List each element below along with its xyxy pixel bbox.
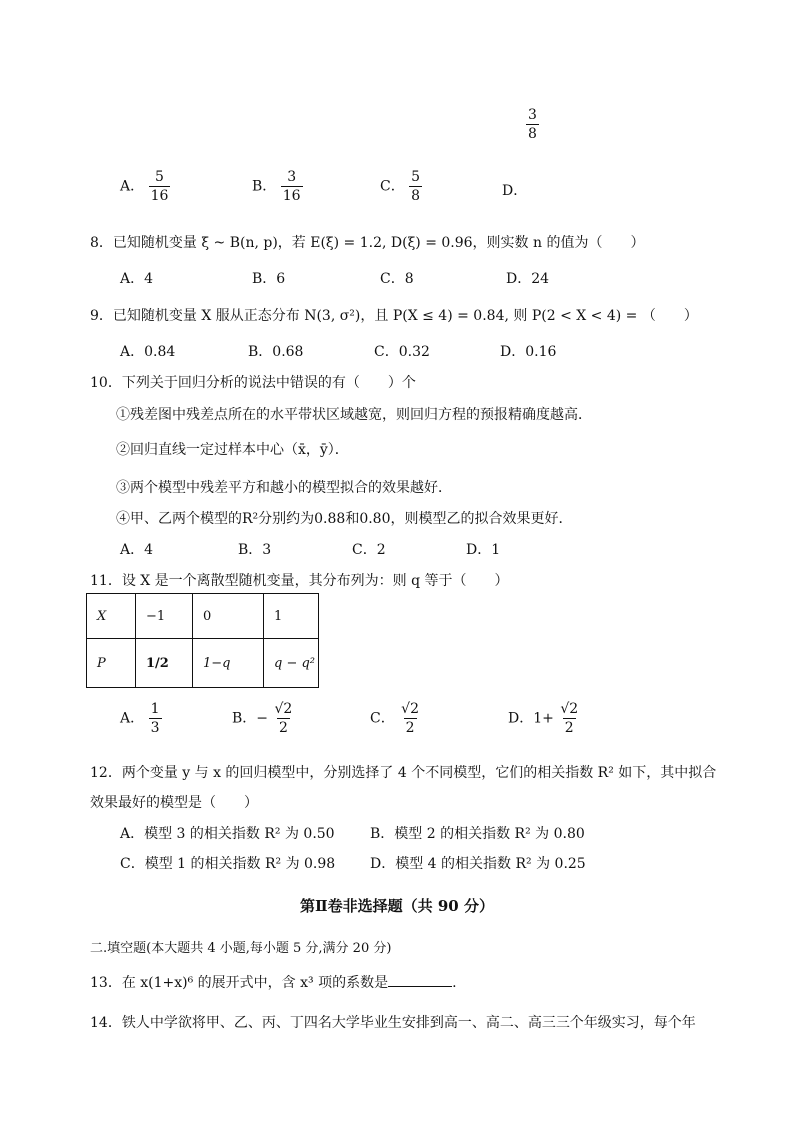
q7-option-a: A． $\frac{5}{16}$: [120, 169, 169, 204]
q10-option-b: B．3: [238, 542, 272, 558]
q8-option-a: A．4: [120, 271, 154, 287]
table-cell: 1/2: [136, 639, 193, 688]
q7-option-b: B． $\frac{3}{16}$: [252, 169, 301, 204]
q10-stem: 10．下列关于回归分析的说法中错误的有（ ）个: [90, 375, 416, 391]
q10-option-c: C．2: [352, 542, 386, 558]
fraction: $\frac{5}{8}$: [411, 169, 421, 204]
q10-option-a: A．4: [120, 542, 154, 558]
q10-option-d: D．1: [466, 542, 501, 558]
q12-option-c: C．模型 1 的相关指数 R² 为 0.98: [120, 856, 336, 872]
table-cell: q − q²: [264, 639, 319, 688]
q7-option-d: D．: [502, 183, 528, 199]
q10-item-4: ④甲、乙两个模型的R²分别约为0.88和0.80，则模型乙的拟合效果更好．: [116, 511, 573, 527]
q8-option-b: B．6: [252, 271, 286, 287]
q11-option-c: C． $\frac{√2}{2}$: [370, 701, 419, 736]
q8-option-d: D．24: [506, 271, 550, 287]
table-cell: 0: [193, 594, 264, 639]
q11-option-a: A． $\frac{1}{3}$: [120, 701, 160, 736]
q12-stem-line2: 效果最好的模型是（ ）: [90, 795, 258, 811]
q10-item-2: ②回归直线一定过样本中心（x̄，ȳ）．: [116, 442, 349, 458]
q10-item-3: ③两个模型中残差平方和越小的模型拟合的效果越好．: [116, 480, 452, 496]
part2-title: 第Ⅱ卷非选择题（共 90 分）: [300, 897, 494, 915]
q9-option-d: D．0.16: [500, 344, 557, 360]
q11-stem: 11．设 X 是一个离散型随机变量，其分布列为：则 q 等于（ ）: [90, 573, 509, 589]
fraction: $\frac{√2}{2}$: [560, 701, 579, 736]
fraction: $\frac{1}{3}$: [150, 701, 160, 736]
answer-blank: [388, 974, 452, 987]
fraction: $\frac{5}{16}$: [150, 169, 169, 204]
q12-option-a: A．模型 3 的相关指数 R² 为 0.50: [120, 826, 335, 842]
q7-top-fraction: $\frac{3}{8}$: [528, 107, 537, 142]
q11-option-d: D．1+ $\frac{√2}{2}$: [508, 701, 579, 736]
fraction: $\frac{√2}{2}$: [401, 701, 419, 736]
q13: 13．在 x(1+x)⁶ 的展开式中，含 x³ 项的系数是 .: [90, 975, 457, 991]
q11-option-b: B．− $\frac{√2}{2}$: [232, 701, 293, 736]
table-cell: 1−q: [193, 639, 264, 688]
q8-stem: 8．已知随机变量 ξ ~ B(n, p)，若 E(ξ) = 1.2, D(ξ) = 0.96，则实数 n 的值为（ ）: [90, 235, 645, 251]
q12-option-b: B．模型 2 的相关指数 R² 为 0.80: [370, 826, 585, 842]
q9-option-c: C．0.32: [374, 344, 430, 360]
q10-item-1: ①残差图中残差点所在的水平带状区域越宽，则回归方程的预报精确度越高．: [116, 407, 592, 423]
q9-stem: 9．已知随机变量 X 服从正态分布 N(3, σ²)，且 P(X ≤ 4) = 0.84, 则 P(2 < X < 4) = （ ）: [90, 308, 698, 324]
table-cell: P: [87, 639, 136, 688]
q14-stem: 14．铁人中学欲将甲、乙、丙、丁四名大学毕业生安排到高一、高二、高三三个年级实习，每个年: [90, 1015, 696, 1031]
section2-title: 二.填空题(本大题共 4 小题,每小题 5 分,满分 20 分): [90, 941, 392, 956]
table-cell: 1: [264, 594, 319, 639]
table-cell: X: [87, 594, 136, 639]
q12-option-d: D．模型 4 的相关指数 R² 为 0.25: [370, 856, 586, 872]
distribution-table: [86, 593, 319, 688]
q12-stem-line1: 12．两个变量 y 与 x 的回归模型中，分别选择了 4 个不同模型，它们的相关指数 R² 如下，其中拟合: [90, 765, 717, 781]
q8-option-c: C．8: [380, 271, 414, 287]
q9-option-b: B．0.68: [248, 344, 304, 360]
table-cell: −1: [136, 594, 193, 639]
q7-option-c: C． $\frac{5}{8}$: [380, 169, 421, 204]
fraction: $\frac{3}{16}$: [282, 169, 301, 204]
fraction: $\frac{√2}{2}$: [274, 701, 293, 736]
q9-option-a: A．0.84: [120, 344, 176, 360]
